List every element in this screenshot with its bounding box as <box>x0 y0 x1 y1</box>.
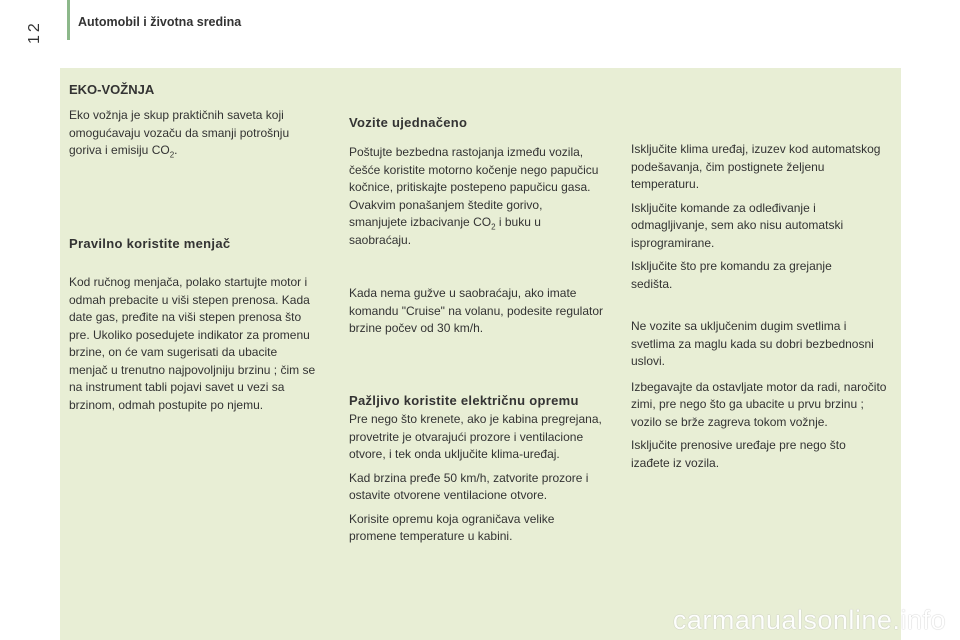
electrical-title: Pažljivo koristite električnu opremu <box>349 393 579 408</box>
electrical-text-2: Kad brzina pređe 50 km/h, zatvorite prozore i ostavite otvorene ventilacione otvore. <box>349 470 589 502</box>
right-text-2: Isključite komande za odleđivanje i odmagljivanje, sem ako nisu automatski isprogramirane. <box>631 200 844 250</box>
smooth-text-1: Poštujte bezbedna rastojanja između vozila, češće koristite motorno kočenje nego papučicu kočnice, pritiskajte postepeno papučicu gasa. Ovakvim ponašanjem štedite gorivo, smanjujete izbacivanje $CO_2$ i buku u saobraćaju. <box>349 145 599 247</box>
eco-section <box>69 82 329 160</box>
page-number: 12 <box>26 20 43 44</box>
right-text-4: Ne vozite sa uključenim dugim svetlima i svetlima za maglu kada su dobri bezbednosni uslovi. <box>631 319 874 368</box>
right-text-6: Isključite prenosive uređaje pre nego što izađete iz vozila. <box>631 438 846 470</box>
header-accent-bar <box>67 0 70 40</box>
right-column <box>631 141 893 472</box>
smooth-title: Vozite ujednačeno <box>349 115 468 130</box>
gearbox-title: Pravilno koristite menjač <box>69 236 231 251</box>
electrical-section <box>349 393 614 546</box>
right-text-3: Isključite što pre komandu za grejanje sedišta. <box>631 259 832 291</box>
smooth-section <box>349 115 614 338</box>
gearbox-section <box>69 236 329 414</box>
gearbox-text: Kod ručnog menjača, polako startujte motor i odmah prebacite u viši stepen prenosa. Kada date gas, pređite na viši stepen prenosa što pre. Ukoliko posedujete indikator za promenu brzine, on će vam sugerisati da ubacite menjač u trenutno najpovoljniju brzinu ; čim se na instrument tabli pojavi savet u vezi sa brzinom, odmah postupite po njemu. <box>69 275 316 412</box>
electrical-text-3: Korisite opremu koja ograničava velike promene temperature u kabini. <box>349 511 555 543</box>
watermark: carmanualsonline.info <box>672 605 946 635</box>
right-text-5: Izbegavajte da ostavljate motor da radi, naročito zimi, pre nego što ga ubacite u prvu brzinu ; vozilo se brže zagreva tokom vožnje. <box>631 379 887 429</box>
chapter-title: Automobil i životna sredina <box>78 15 242 29</box>
smooth-text-2: Kada nema gužve u saobraćaju, ako imate komandu "Cruise" na volanu, podesite regulator brzine počev od 30 km/h. <box>349 286 604 335</box>
electrical-text-1: Pre nego što krenete, ako je kabina pregrejana, provetrite je otvarajući prozore i ventilacione otvore, i tek onda uključite klima-uređaj. <box>349 412 602 461</box>
eco-title: EKO-VOŽNJA <box>69 82 155 97</box>
eco-intro: Eko vožnja je skup praktičnih saveta koji omogućavaju vozaču da smanji potrošnju goriva i emisiju $CO_2$. <box>69 108 290 160</box>
right-text-1: Isključite klima uređaj, izuzev kod automatskog podešavanja, čim postignete željenu temperaturu. <box>631 142 881 191</box>
